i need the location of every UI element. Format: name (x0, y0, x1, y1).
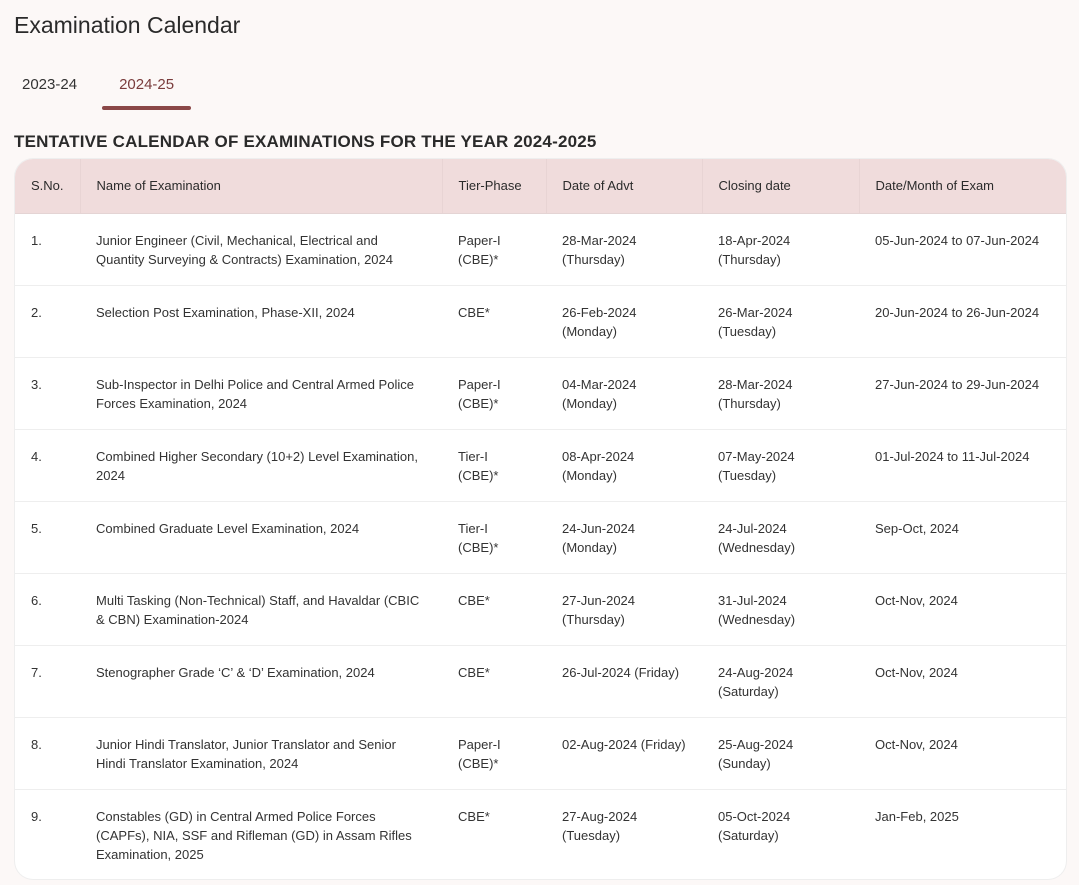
cell-closing-date: 24-Jul-2024 (Wednesday) (702, 501, 859, 573)
page-title: Examination Calendar (14, 12, 241, 38)
cell-sno: 7. (15, 645, 80, 717)
table-row (15, 789, 1066, 879)
cell-closing-date: 28-Mar-2024 (Thursday) (702, 357, 859, 429)
table-row (15, 357, 1066, 429)
cell-exam-name: Stenographer Grade ‘C’ & ‘D’ Examination, 2024 (80, 645, 442, 717)
table-row (15, 429, 1066, 501)
cell-date-of-advt: 24-Jun-2024 (Monday) (546, 501, 702, 573)
cell-tier-phase: CBE* (442, 645, 546, 717)
cell-exam-date: 01-Jul-2024 to 11-Jul-2024 (859, 429, 1066, 501)
cell-tier-phase: Tier-I (CBE)* (442, 501, 546, 573)
table-row (15, 573, 1066, 645)
cell-closing-date: 24-Aug-2024 (Saturday) (702, 645, 859, 717)
cell-closing-date: 31-Jul-2024 (Wednesday) (702, 573, 859, 645)
cell-sno: 5. (15, 501, 80, 573)
cell-tier-phase: Paper-I (CBE)* (442, 213, 546, 285)
cell-exam-name: Sub-Inspector in Delhi Police and Central Armed Police Forces Examination, 2024 (80, 357, 442, 429)
table-title: TENTATIVE CALENDAR OF EXAMINATIONS FOR THE YEAR 2024-2025 (14, 132, 597, 151)
table-row (15, 645, 1066, 717)
header-name: Name of Examination (80, 159, 442, 213)
cell-sno: 9. (31, 808, 42, 824)
cell-sno: 8. (15, 717, 80, 789)
table-row (15, 213, 1066, 285)
tab-2023-24[interactable]: 2023-24 (22, 76, 78, 93)
cell-tier-phase: CBE* (442, 573, 546, 645)
exam-calendar-table (15, 159, 1066, 879)
year-tabs (14, 76, 191, 110)
cell-exam-date: Oct-Nov, 2024 (859, 717, 1066, 789)
cell-closing-date: 25-Aug-2024 (Sunday) (702, 717, 859, 789)
cell-date-of-advt: 02-Aug-2024 (Friday) (546, 717, 702, 789)
cell-date-of-advt: 26-Jul-2024 (Friday) (546, 645, 702, 717)
table-row (15, 285, 1066, 357)
cell-date-of-advt: 27-Jun-2024 (Thursday) (546, 573, 702, 645)
cell-closing-date: 07-May-2024 (Tuesday) (702, 429, 859, 501)
cell-exam-name: Constables (GD) in Central Armed Police Forces (CAPFs), NIA, SSF and Rifleman (GD) in Assam Rifles Examination, 2025 (96, 808, 412, 862)
cell-exam-date: Oct-Nov, 2024 (859, 573, 1066, 645)
cell-date-of-advt: 08-Apr-2024 (Monday) (546, 429, 702, 501)
cell-sno: 1. (15, 213, 80, 285)
cell-exam-date: Jan-Feb, 2025 (875, 808, 959, 824)
cell-exam-date: Oct-Nov, 2024 (859, 645, 1066, 717)
cell-date-of-advt: 04-Mar-2024 (Monday) (546, 357, 702, 429)
table-row (15, 501, 1066, 573)
cell-exam-name: Combined Higher Secondary (10+2) Level Examination, 2024 (80, 429, 442, 501)
header-closing-date: Closing date (702, 159, 859, 213)
cell-exam-name: Multi Tasking (Non-Technical) Staff, and Havaldar (CBIC & CBN) Examination-2024 (80, 573, 442, 645)
cell-exam-name: Junior Hindi Translator, Junior Translator and Senior Hindi Translator Examination, 2024 (80, 717, 442, 789)
cell-sno: 3. (15, 357, 80, 429)
cell-sno: 2. (15, 285, 80, 357)
table-header-row (15, 159, 1066, 213)
cell-tier-phase: Paper-I (CBE)* (442, 357, 546, 429)
header-sno: S.No. (15, 159, 80, 213)
cell-exam-date: 27-Jun-2024 to 29-Jun-2024 (859, 357, 1066, 429)
cell-exam-date: 20-Jun-2024 to 26-Jun-2024 (859, 285, 1066, 357)
table-row (15, 717, 1066, 789)
header-tier-phase: Tier-Phase (442, 159, 546, 213)
cell-exam-date: 05-Jun-2024 to 07-Jun-2024 (859, 213, 1066, 285)
cell-tier-phase: Paper-I (CBE)* (442, 717, 546, 789)
cell-closing-date: 26-Mar-2024 (Tuesday) (702, 285, 859, 357)
cell-sno: 4. (15, 429, 80, 501)
cell-closing-date: 18-Apr-2024 (Thursday) (702, 213, 859, 285)
cell-sno: 6. (15, 573, 80, 645)
cell-tier-phase: Tier-I (CBE)* (442, 429, 546, 501)
tab-2024-25[interactable]: 2024-25 (102, 76, 191, 110)
cell-exam-name: Selection Post Examination, Phase-XII, 2024 (80, 285, 442, 357)
cell-closing-date: 05-Oct-2024 (Saturday) (718, 808, 791, 843)
cell-exam-name: Junior Engineer (Civil, Mechanical, Electrical and Quantity Surveying & Contracts) Examination, 2024 (80, 213, 442, 285)
cell-date-of-advt: 27-Aug-2024 (Tuesday) (562, 808, 638, 843)
cell-date-of-advt: 26-Feb-2024 (Monday) (546, 285, 702, 357)
cell-date-of-advt: 28-Mar-2024 (Thursday) (546, 213, 702, 285)
cell-exam-date: Sep-Oct, 2024 (859, 501, 1066, 573)
header-exam-date: Date/Month of Exam (859, 159, 1066, 213)
cell-tier-phase: CBE* (442, 285, 546, 357)
header-date-of-advt: Date of Advt (546, 159, 702, 213)
cell-tier-phase: CBE* (458, 808, 490, 824)
cell-exam-name: Combined Graduate Level Examination, 2024 (80, 501, 442, 573)
